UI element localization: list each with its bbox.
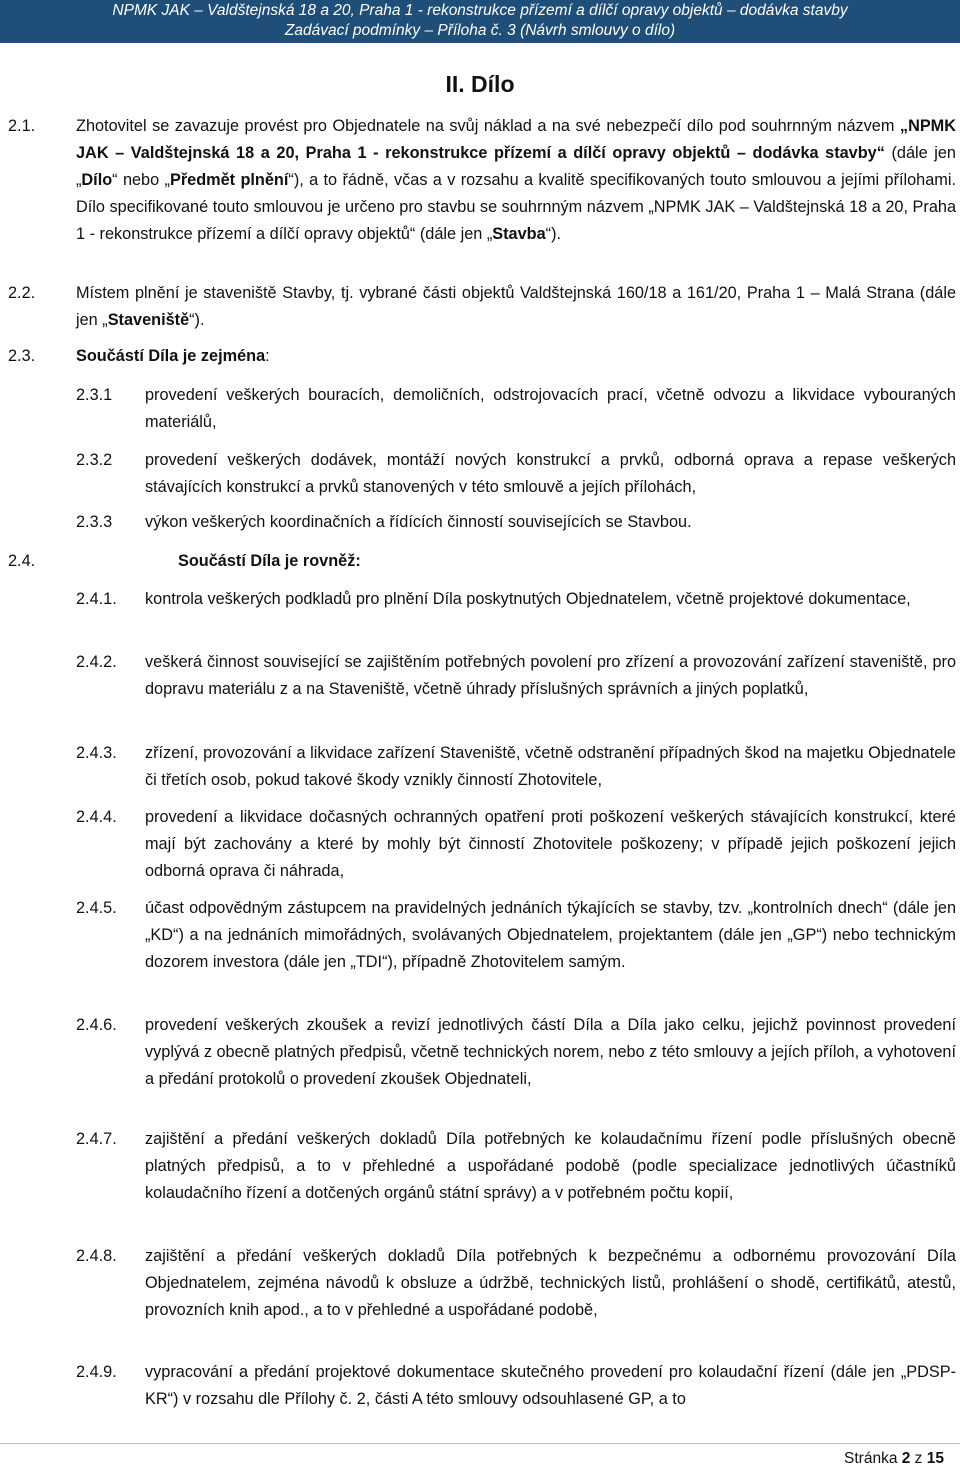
clause-number: 2.3.	[8, 347, 36, 365]
subclause-text: provedení a likvidace dočasných ochranných opatření proti poškození veškerých stávajících konstrukcí, které mají být zachovány a které by mohly být činností Zhotovitele poškozeny; v případě jejich poškození jejich odborná oprava či náhrada,	[145, 808, 956, 880]
clause-number: 2.1.	[8, 117, 36, 135]
clause-2-3-heading: Součástí Díla je zejména:	[76, 347, 270, 365]
term-stavba: Stavba	[492, 225, 546, 243]
subclause-text: zajištění a předání veškerých dokladů Díla potřebných k bezpečnému a odbornému provozování Díla Objednatelem, zejména návodů k obsluze a údržbě, technických listů, prohlášení o shodě, certifikátů, atestů, provozních knih apod., a to v přehledné a uspořádané podobě,	[145, 1247, 956, 1319]
subclause-number: 2.4.3.	[76, 744, 117, 762]
subclause-number: 2.3.2	[76, 451, 113, 469]
subclause-number: 2.4.2.	[76, 653, 117, 671]
term-dilo: Dílo	[81, 171, 113, 189]
subclause-text: veškerá činnost související se zajištěním potřebných povolení pro zřízení a provozování zařízení staveniště, pro dopravu materiálu z a na Staveniště, včetně úhrady příslušných správních a jiných poplatků,	[145, 653, 956, 698]
subclause-text: provedení veškerých bouracích, demoličních, odstrojovacích prací, včetně odvozu a likvidace vybouraných materiálů,	[145, 386, 956, 431]
clause-number: 2.2.	[8, 284, 36, 302]
project-name: „NPMK JAK – Valdštejnská 18 a 20, Praha 1 - rekonstrukce přízemí a dílčí opravy objektů – dodávka stavby“	[76, 117, 956, 162]
subclause-text: vypracování a předání projektové dokumentace skutečného provedení pro kolaudační řízení (dále jen „PDSP-KR“) v rozsahu dle Přílohy č. 2, části A této smlouvy odsouhlasené GP, a to	[145, 1363, 956, 1408]
term-predmet-plneni: Předmět plnění	[169, 171, 289, 189]
subclause-text: provedení veškerých dodávek, montáží nových konstrukcí a prvků, odborná oprava a repase veškerých stávajících konstrukcí a prvků stanovených v této smlouvě a jejích přílohách,	[145, 451, 956, 496]
subclause-number: 2.3.3	[76, 513, 113, 531]
subclause-text: zajištění a předání veškerých dokladů Díla potřebných ke kolaudačnímu řízení podle příslušných obecně platných předpisů, a to v přehledné a uspořádané podobě (podle specializace jednotlivých účastníků kolaudačního řízení a dotčených orgánů státní správy) a v potřebném počtu kopií,	[145, 1130, 956, 1202]
subclause-text: provedení veškerých zkoušek a revizí jednotlivých částí Díla a Díla jako celku, jejichž povinnost provedení vyplývá z obecně platných předpisů, včetně technických norem, nebo z této smlouvy a jejích příloh, a vyhotovení a předání protokolů o provedení zkoušek Objednateli,	[145, 1016, 956, 1088]
subclause-number: 2.4.7.	[76, 1130, 117, 1148]
clause-2-2-text: Místem plnění je staveniště Stavby, tj. vybrané části objektů Valdštejnská 160/18 a 161/20, Praha 1 – Malá Strana (dále jen „Staveniště“).	[76, 284, 956, 329]
subclause-number: 2.3.1	[76, 386, 113, 404]
clause-2-1-text: Zhotovitel se zavazuje provést pro Objednatele na svůj náklad a na své nebezpečí dílo pod souhrnným názvem „NPMK JAK – Valdštejnská 18 a 20, Praha 1 - rekonstrukce přízemí a dílčí opravy objektů – dodávka stavby“ (dále jen „Dílo“ nebo „Předmět plnění“), a to řádně, včas a v rozsahu a kvalitě specifikovaných touto smlouvou a jejími přílohami. Dílo specifikované touto smlouvou je určeno pro stavbu se souhrnným názvem „NPMK JAK – Valdštejnská 18 a 20, Praha 1 - rekonstrukce přízemí a dílčí opravy objektů“ (dále jen „Stavba“).	[76, 117, 956, 243]
page-number: Stránka 2 z 15	[844, 1450, 944, 1467]
subclause-text: zřízení, provozování a likvidace zařízení Staveniště, včetně odstranění případných škod na majetku Objednatele či třetích osob, pokud takové škody vznikly činností Zhotovitele,	[145, 744, 956, 789]
header-title: NPMK JAK – Valdštejnská 18 a 20, Praha 1 - rekonstrukce přízemí a dílčí opravy objektů – dodávka stavby	[112, 2, 848, 19]
header-subtitle: Zadávací podmínky – Příloha č. 3 (Návrh smlouvy o dílo)	[284, 22, 676, 39]
subclause-number: 2.4.9.	[76, 1363, 117, 1381]
subclause-number: 2.4.4.	[76, 808, 117, 826]
clause-number: 2.4.	[8, 552, 36, 570]
clause-2-4-heading: Součástí Díla je rovněž:	[178, 552, 361, 570]
page-footer	[0, 1443, 960, 1473]
document-header	[0, 0, 960, 43]
subclause-number: 2.4.8.	[76, 1247, 117, 1265]
subclause-number: 2.4.5.	[76, 899, 117, 917]
term-staveniste: Staveniště	[107, 311, 190, 329]
section-title: II. Dílo	[445, 71, 515, 97]
subclause-number: 2.4.1.	[76, 590, 117, 608]
subclause-text: výkon veškerých koordinačních a řídících činností souvisejících se Stavbou.	[145, 513, 692, 531]
subclause-text: účast odpovědným zástupcem na pravidelných jednáních týkajících se stavby, tzv. „kontrolních dnech“ (dále jen „KD“) a na jednáních mimořádných, svolávaných Objednatelem, projektantem (dále jen „GP“) nebo technickým dozorem investora (dále jen „TDI“), případně Zhotovitelem samým.	[145, 899, 956, 971]
subclause-number: 2.4.6.	[76, 1016, 117, 1034]
subclause-text: kontrola veškerých podkladů pro plnění Díla poskytnutých Objednatelem, včetně projektové dokumentace,	[145, 590, 911, 608]
